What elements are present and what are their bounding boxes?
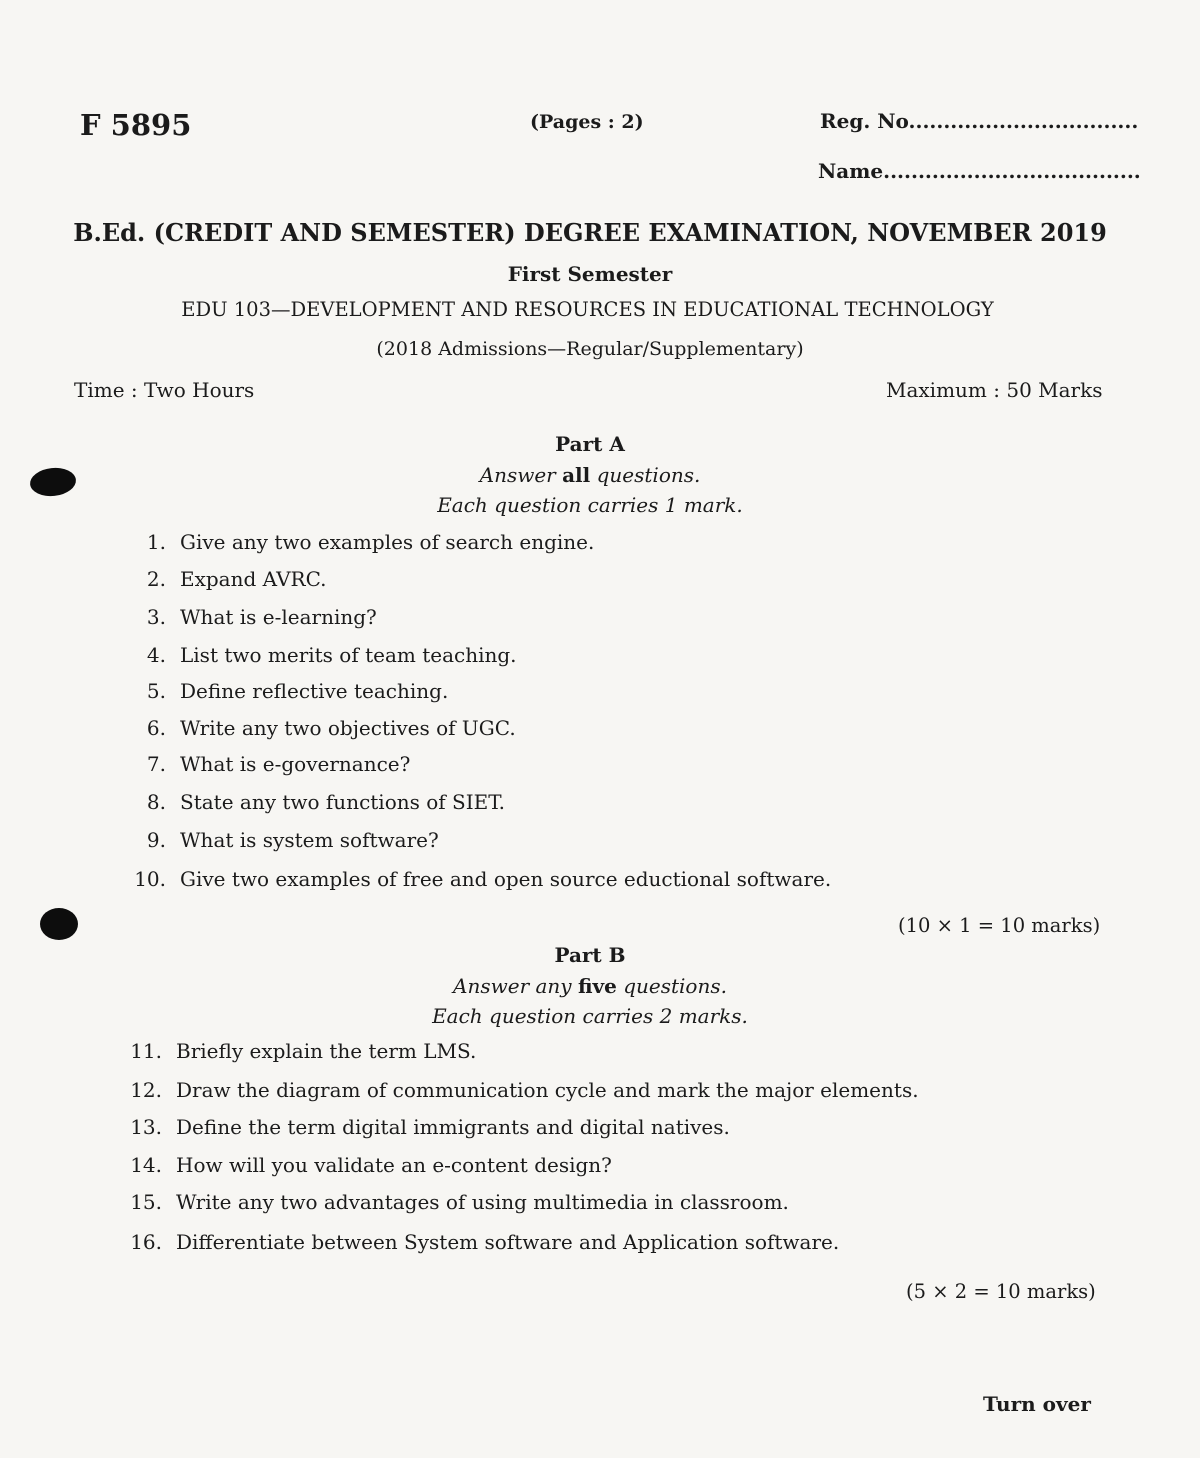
question-number: 1. [146,530,166,554]
question-text: Draw the diagram of communication cycle and mark the major elements. [176,1078,919,1102]
question-number: 3. [146,605,166,629]
question-text: Briefly explain the term LMS. [176,1039,477,1063]
instruction-emphasis: five [577,974,617,998]
question-item [124,1078,919,1102]
name-field: Name..................................... [818,159,1141,183]
question-text: Define reflective teaching. [180,679,449,703]
question-item [128,867,831,891]
part-a-marks: (10 × 1 = 10 marks) [898,914,1101,937]
semester: First Semester [507,262,673,286]
question-number: 16. [130,1230,162,1254]
reg-no-field: Reg. No................................. [820,109,1139,133]
question-number: 4. [146,643,166,667]
question-number: 14. [130,1153,162,1177]
course-title: EDU 103—DEVELOPMENT AND RESOURCES IN EDUCATIONAL TECHNOLOGY [181,298,994,321]
paper-code: F 5895 [80,108,192,142]
question-item [124,1230,839,1254]
question-item [128,790,505,814]
admissions: (2018 Admissions—Regular/Supplementary) [376,338,804,360]
question-text: What is e-learning? [180,605,377,629]
instruction-text: questions. [616,974,727,998]
instruction-text: Answer [479,463,563,487]
question-text: Define the term digital immigrants and digital natives. [176,1115,730,1139]
instruction-emphasis: all [562,463,591,487]
exam-title: B.Ed. (CREDIT AND SEMESTER) DEGREE EXAMINATION, NOVEMBER 2019 [73,218,1107,247]
question-number: 9. [146,828,166,852]
part-a-instruction-2: Each question carries 1 mark. [437,493,743,517]
question-item [124,1115,730,1139]
question-number: 2. [146,567,166,591]
question-text: Differentiate between System software and Application software. [176,1230,840,1254]
question-text: List two merits of team teaching. [180,643,517,667]
question-number: 15. [130,1190,162,1214]
question-number: 8. [146,790,166,814]
question-item [128,643,517,667]
part-b-instruction-2: Each question carries 2 marks. [432,1004,748,1028]
question-item [128,567,327,591]
part-a-heading: Part A [555,432,625,456]
turn-over: Turn over [983,1392,1091,1416]
question-text: Expand AVRC. [180,567,327,591]
question-text: Give two examples of free and open source eductional software. [180,867,832,891]
question-number: 5. [146,679,166,703]
instruction-text: Answer any [453,974,578,998]
ink-blot [40,908,78,940]
question-number: 10. [134,867,166,891]
question-item [128,530,594,554]
question-text: Write any two advantages of using multimedia in classroom. [176,1190,789,1214]
question-item [128,752,410,776]
question-item [128,679,448,703]
page-count: (Pages : 2) [530,111,644,133]
question-item [128,605,377,629]
part-b-heading: Part B [554,943,626,967]
question-item [128,716,516,740]
time-limit: Time : Two Hours [74,378,255,402]
question-number: 7. [146,752,166,776]
part-a-instruction-1 [0,463,1180,487]
question-text: What is e-governance? [180,752,411,776]
question-text: How will you validate an e-content design? [176,1153,612,1177]
instruction-text: questions. [590,463,701,487]
part-b-instruction-1 [0,974,1180,998]
question-item [124,1190,789,1214]
question-text: State any two functions of SIET. [180,790,506,814]
part-b-marks: (5 × 2 = 10 marks) [906,1280,1096,1303]
question-number: 6. [146,716,166,740]
question-number: 12. [130,1078,162,1102]
question-item [124,1039,476,1063]
question-text: What is system software? [180,828,439,852]
question-text: Give any two examples of search engine. [180,530,595,554]
question-item [124,1153,612,1177]
question-text: Write any two objectives of UGC. [180,716,516,740]
question-item [128,828,439,852]
question-number: 13. [130,1115,162,1139]
question-number: 11. [130,1039,162,1063]
max-marks: Maximum : 50 Marks [886,378,1103,402]
